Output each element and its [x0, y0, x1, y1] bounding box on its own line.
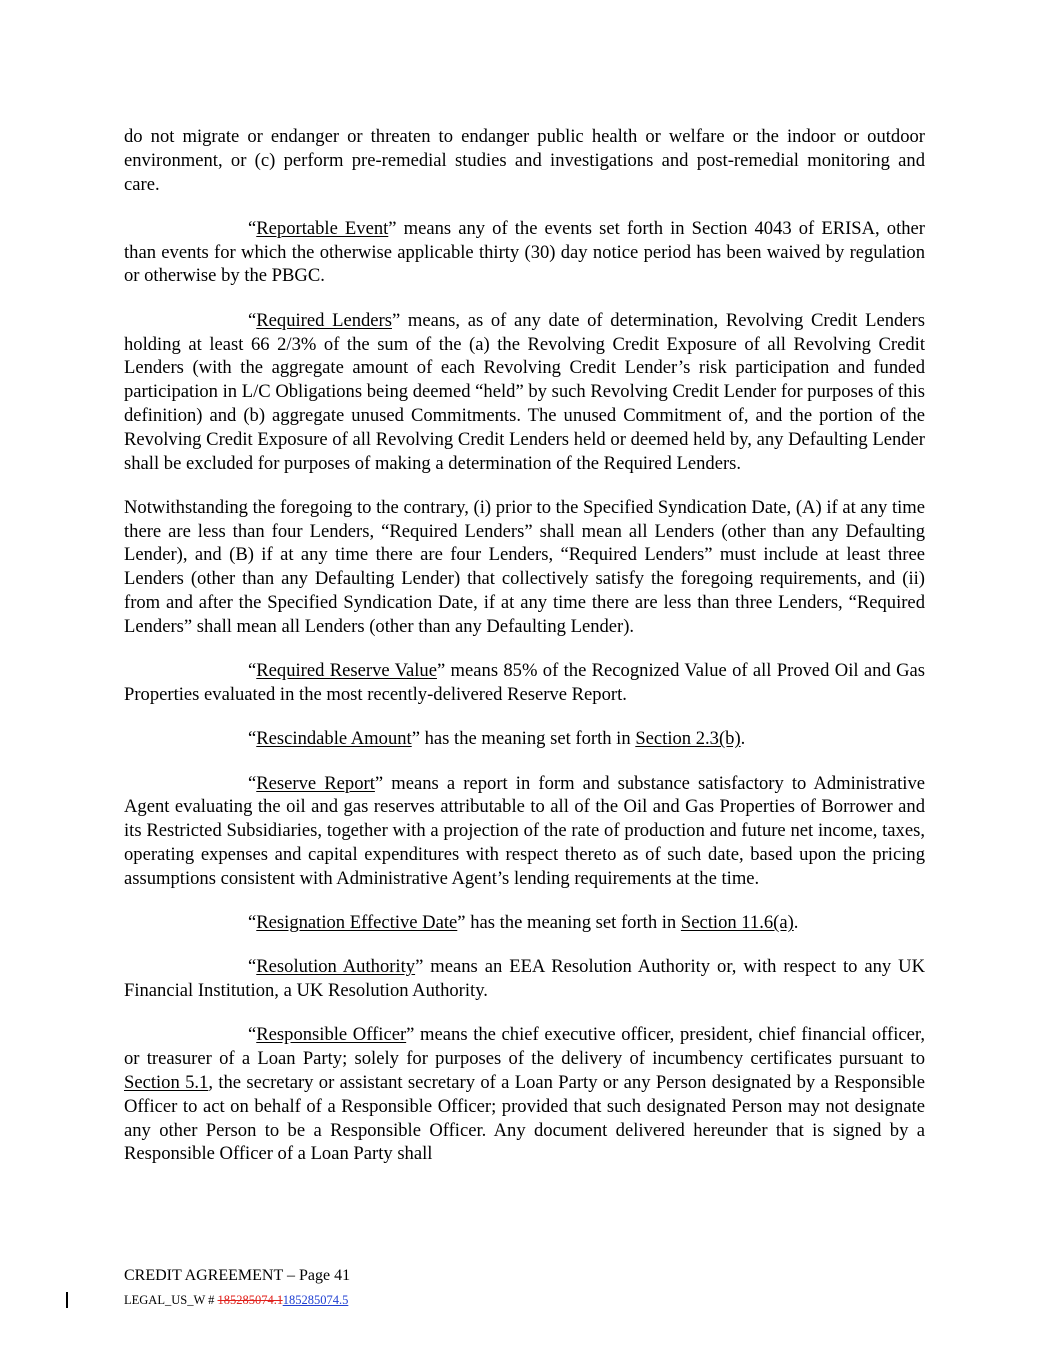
text-run: “	[248, 912, 257, 934]
text-run: “	[248, 217, 257, 239]
page-footer	[124, 1266, 350, 1308]
text-run: ” means 85% of the Recognized Value of all Proved Oil and Gas Properties evaluated in the most recently-delivered Reserve Report.	[124, 660, 925, 705]
text-run: “	[248, 1024, 257, 1046]
defined-term: Section 11.6(a)	[680, 912, 794, 934]
defined-term: Resignation Effective Date	[256, 912, 458, 934]
paragraph-rescindable-amount	[124, 727, 925, 751]
defined-term: Responsible Officer	[256, 1024, 407, 1046]
defined-term: Rescindable Amount	[256, 728, 412, 750]
paragraph-resolution-authority	[124, 955, 925, 1003]
defined-term: Reportable Event	[256, 217, 389, 239]
paragraph-required-reserve-value	[124, 659, 925, 707]
paragraph-responsible-officer	[124, 1023, 925, 1166]
doc-id-inserted: 185285074.5	[282, 1293, 349, 1307]
text-run: , the secretary or assistant secretary of a Loan Party or any Person designated by a Responsible Officer to act on behalf of a Responsible Officer; provided that such designated Person may not designate any other Person to be a Responsible Officer. Any document delivered hereunder that is signed by a Responsible Officer of a Loan Party shall	[124, 1072, 925, 1165]
paragraph-required-lenders	[124, 309, 925, 476]
text-run: .	[740, 728, 746, 750]
text-run: “	[248, 728, 257, 750]
change-bar	[66, 1292, 68, 1308]
paragraph-notwithstanding	[124, 496, 925, 639]
doc-id-prefix: LEGAL_US_W #	[124, 1293, 218, 1307]
paragraph-resignation-effective-date	[124, 911, 925, 935]
document-id	[124, 1292, 350, 1308]
text-run: ” has the meaning set forth in	[457, 912, 681, 934]
paragraph-reserve-report	[124, 772, 925, 891]
defined-term: Reserve Report	[256, 772, 375, 794]
text-run: “	[248, 772, 257, 794]
text-run: do not migrate or endanger or threaten to endanger public health or welfare or the indoor or outdoor environment, or (c) perform pre-remedial studies and investigations and post-remedial monitoring and care.	[124, 126, 925, 195]
document-body	[124, 125, 925, 1187]
defined-term: Required Lenders	[256, 309, 392, 331]
text-run: “	[248, 309, 257, 331]
paragraph-p0	[124, 125, 925, 196]
text-run: “	[248, 660, 257, 682]
text-run: ” means an EEA Resolution Authority or, with respect to any UK Financial Institution, a UK Resolution Authority.	[124, 956, 926, 1002]
text-run: ” means a report in form and substance satisfactory to Administrative Agent evaluating the oil and gas reserves attributable to all of the Oil and Gas Properties of Borrower and its Restricted Subsidiaries, together with a projection of the rate of production and future net income, taxes, operating expenses and capital expenditures with respect thereto as of such date, based upon the pricing assumptions consistent with Administrative Agent’s lending requirements at the time.	[124, 772, 925, 889]
footer-title: CREDIT AGREEMENT – Page 41	[124, 1267, 351, 1284]
text-run: Notwithstanding the foregoing to the contrary, (i) prior to the Specified Syndication Date, (A) if at any time there are less than four Lenders, “Required Lenders” shall mean all Lenders (other than any Defaulting Lender), and (B) if at any time there are four Lenders, “Required Lenders” must include at least three Lenders (other than any Defaulting Lender) that collectively satisfy the foregoing requirements, and (ii) from and after the Specified Syndication Date, if at any time there are less than three Lenders, “Required Lenders” shall mean all Lenders (other than any Defaulting Lender).	[124, 496, 925, 637]
doc-id-deleted: 185285074.1	[217, 1293, 283, 1307]
text-run: ” has the meaning set forth in	[411, 728, 636, 750]
defined-term: Required Reserve Value	[256, 660, 437, 682]
text-run: .	[793, 912, 799, 934]
paragraph-reportable-event	[124, 217, 925, 288]
defined-term: Section 5.1	[124, 1072, 209, 1093]
text-run: “	[248, 956, 257, 978]
defined-term: Section 2.3(b)	[635, 728, 741, 750]
defined-term: Resolution Authority	[256, 956, 416, 978]
text-run: ” means the chief executive officer, president, chief financial officer, or treasurer of a Loan Party; solely for purposes of the delivery of incumbency certificates pursuant to	[124, 1024, 926, 1070]
text-run: ” means any of the events set forth in Section 4043 of ERISA, other than events for which the otherwise applicable thirty (30) day notice period has been waived by regulation or otherwise by the PBGC.	[124, 217, 925, 287]
text-run: ” means, as of any date of determination, Revolving Credit Lenders holding at least 66 2/3% of the sum of the (a) the Revolving Credit Exposure of all Revolving Credit Lenders (with the aggregate amount of each Revolving Credit Lender’s risk participation and funded participation in L/C Obligations being deemed “held” by such Revolving Credit Lender for purposes of this definition) and (b) aggregate unused Commitments. The unused Commitment of, and the portion of the Revolving Credit Exposure of all Revolving Credit Lenders held or deemed held by, any Defaulting Lender shall be excluded for purposes of making a determination of the Required Lenders.	[124, 309, 925, 474]
